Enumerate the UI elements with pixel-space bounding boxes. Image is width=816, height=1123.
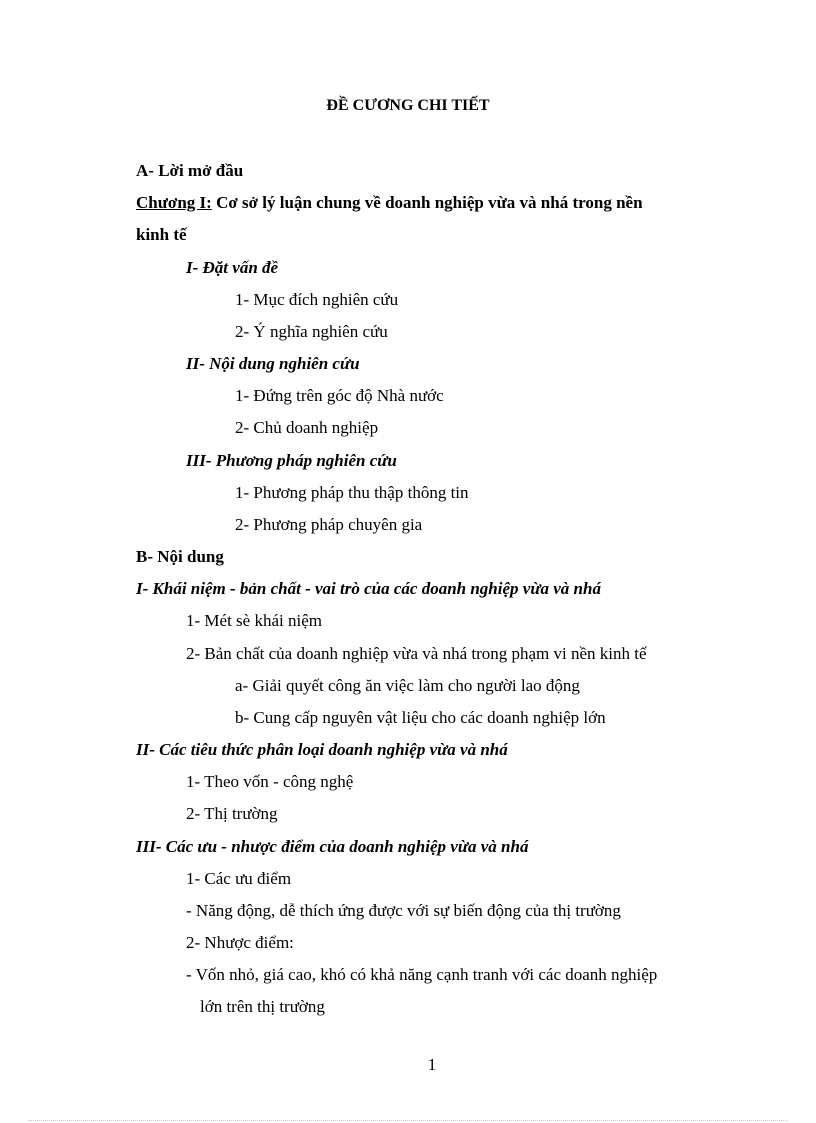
b-heading-1-item: 1- Mét sè khái niệm bbox=[186, 611, 322, 630]
heading-2-item: 2- Chủ doanh nghiệp bbox=[235, 418, 379, 437]
heading-1-item: 1- Mục đích nghiên cứu bbox=[235, 290, 399, 309]
heading-3-item: 1- Phương pháp thu thập thông tin bbox=[235, 483, 469, 502]
chapter-heading-line1 bbox=[136, 192, 643, 214]
b-heading-1: I- Khái niệm - bản chất - vai trò của các doanh nghiệp vừa và nhá bbox=[136, 579, 601, 598]
chapter-title: Cơ sở lý luận chung về doanh nghiệp vừa và nhá trong nền bbox=[211, 193, 643, 212]
b-heading-1-subitem: a- Giải quyết công ăn việc làm cho người lao động bbox=[235, 676, 580, 695]
page-bottom-divider bbox=[28, 1120, 788, 1121]
section-a-heading: A- Lời mở đầu bbox=[136, 161, 244, 180]
b-heading-3-line: lớn trên thị trường bbox=[200, 997, 325, 1016]
heading-2-item: 1- Đứng trên góc độ Nhà nước bbox=[235, 386, 444, 405]
b-heading-2-item: 2- Thị trường bbox=[186, 804, 278, 823]
b-heading-2-item: 1- Theo vốn - công nghệ bbox=[186, 772, 354, 791]
b-heading-3-line: 1- Các ưu điểm bbox=[186, 869, 292, 888]
b-heading-3-line: 2- Nhược điểm: bbox=[186, 933, 294, 952]
chapter-label: Chương I: bbox=[136, 193, 212, 212]
b-heading-3: III- Các ưu - nhược điểm của doanh nghiệp vừa và nhá bbox=[136, 837, 529, 856]
heading-3: III- Phương pháp nghiên cứu bbox=[186, 451, 397, 470]
heading-1: I- Đặt vấn đề bbox=[186, 258, 279, 277]
heading-3-item: 2- Phương pháp chuyên gia bbox=[235, 515, 423, 534]
b-heading-1-item: 2- Bản chất của doanh nghiệp vừa và nhá trong phạm vi nền kinh tế bbox=[186, 644, 647, 663]
heading-2: II- Nội dung nghiên cứu bbox=[186, 354, 360, 373]
b-heading-1-subitem: b- Cung cấp nguyên vật liệu cho các doanh nghiệp lớn bbox=[235, 708, 606, 727]
page-number: 1 bbox=[427, 1055, 437, 1074]
document-title: ĐỀ CƯƠNG CHI TIẾT bbox=[326, 97, 490, 114]
chapter-heading-line2: kinh tế bbox=[136, 225, 187, 244]
b-heading-2: II- Các tiêu thức phân loại doanh nghiệp vừa và nhá bbox=[136, 740, 508, 759]
section-b-heading: B- Nội dung bbox=[136, 547, 224, 566]
b-heading-3-line: - Năng động, dễ thích ứng được với sự biến động của thị trường bbox=[186, 901, 621, 920]
b-heading-3-line: - Vốn nhỏ, giá cao, khó có khả năng cạnh tranh với các doanh nghiệp bbox=[186, 965, 658, 984]
heading-1-item: 2- Ý nghĩa nghiên cứu bbox=[235, 322, 388, 341]
